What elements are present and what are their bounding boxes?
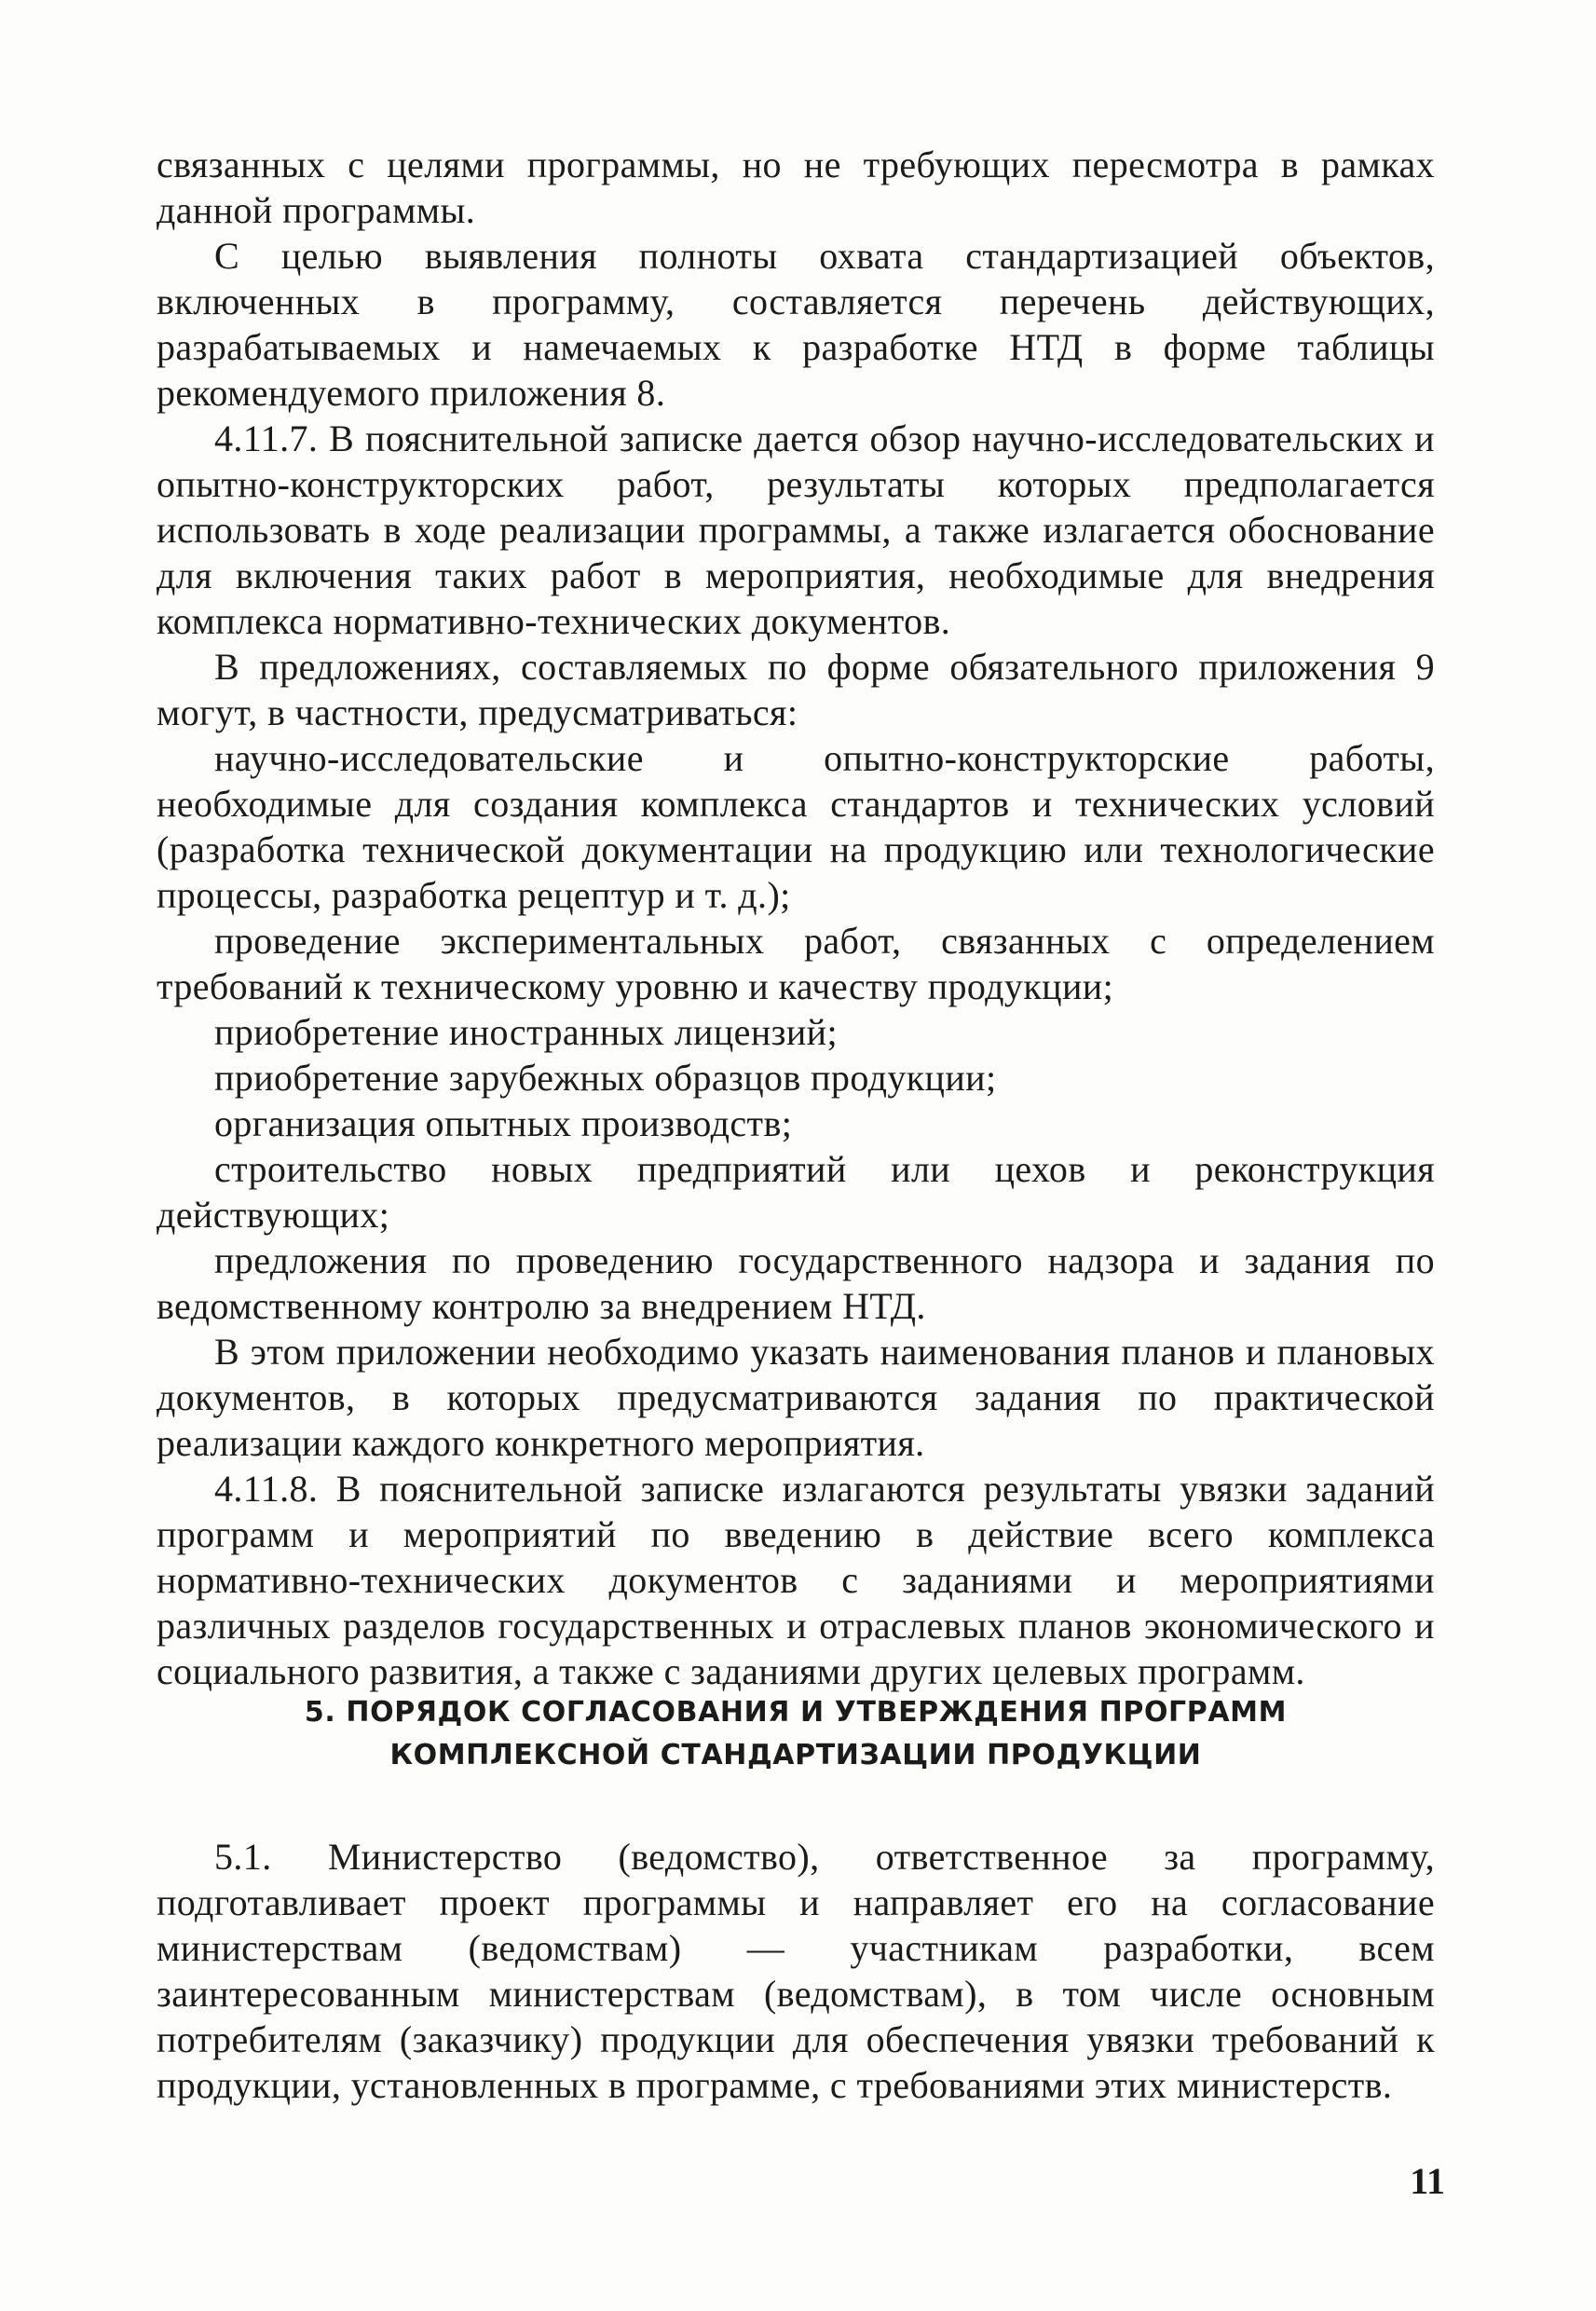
body-text-section-5 bbox=[157, 1834, 1435, 2108]
paragraph-coverage: С целью выявления полноты охвата стандартизацией объектов, включенных в программу, составляется перечень действующих, разрабатываемых и намечаемых к разработке НТД в форме таблицы рекомендуемого приложения 8. bbox=[157, 235, 1435, 414]
paragraph-4-11-7: 4.11.7. В пояснительной записке дается обзор научно-исследовательских и опытно-конструкторских работ, результаты которых предполагается использовать в ходе реализации программы, а также излагается обоснование для включения таких работ в мероприятия, необходимые для внедрения комплекса нормативно-технических документов. bbox=[157, 417, 1435, 642]
section-heading bbox=[157, 1691, 1435, 1777]
section-heading-line-1: 5. ПОРЯДОК СОГЛАСОВАНИЯ И УТВЕРЖДЕНИЯ ПРОГРАММ bbox=[304, 1696, 1288, 1729]
paragraph-plans: В этом приложении необходимо указать наименования планов и плановых документов, в которых предусматриваются задания по практической реализации каждого конкретного мероприятия. bbox=[157, 1331, 1435, 1464]
page-number: 11 bbox=[1410, 2160, 1445, 2202]
list-item-pilot-production: организация опытных производств; bbox=[214, 1102, 793, 1144]
paragraph-continuation: связанных с целями программы, но не требующих пересмотра в рамках данной программы. bbox=[157, 144, 1435, 231]
list-item-research: научно-исследовательские и опытно-конструкторские работы, необходимые для создания комплекса стандартов и технических условий (разработка технической документации на продукцию или технологические процессы, разработка рецептур и т. д.); bbox=[157, 737, 1435, 916]
paragraph-proposals-intro: В предложениях, составляемых по форме обязательного приложения 9 могут, в частности, предусматриваться: bbox=[157, 646, 1435, 733]
list-item-experiments: проведение экспериментальных работ, связанных с определением требований к техническому уровню и качеству продукции; bbox=[157, 920, 1435, 1007]
paragraph-4-11-8: 4.11.8. В пояснительной записке излагаются результаты увязки заданий программ и мероприятий по введению в действие всего комплекса нормативно-технических документов с заданиями и мероприятиями различных разделов государственных и отраслевых планов экономического и социального развития, а также с заданиями других целевых программ. bbox=[157, 1468, 1435, 1692]
list-item-licenses: приобретение иностранных лицензий; bbox=[214, 1011, 838, 1053]
section-heading-line-2: КОМПЛЕКСНОЙ СТАНДАРТИЗАЦИИ ПРОДУКЦИИ bbox=[389, 1739, 1202, 1771]
list-item-samples: приобретение зарубежных образцов продукции; bbox=[214, 1057, 997, 1099]
list-item-supervision: предложения по проведению государственного надзора и задания по ведомственному контролю за внедрением НТД. bbox=[157, 1239, 1435, 1327]
body-text-top bbox=[157, 142, 1435, 1694]
list-item-construction: строительство новых предприятий или цехов и реконструкция действующих; bbox=[157, 1148, 1435, 1236]
paragraph-5-1: 5.1. Министерство (ведомство), ответственное за программу, подготавливает проект программы и направляет его на согласование министерствам (ведомствам) — участникам разработки, всем заинтересованным министерствам (ведомствам), в том числе основным потребителям (заказчику) продукции для обеспечения увязки требований к продукции, установленных в программе, с требованиями этих министерств. bbox=[157, 1836, 1435, 2106]
